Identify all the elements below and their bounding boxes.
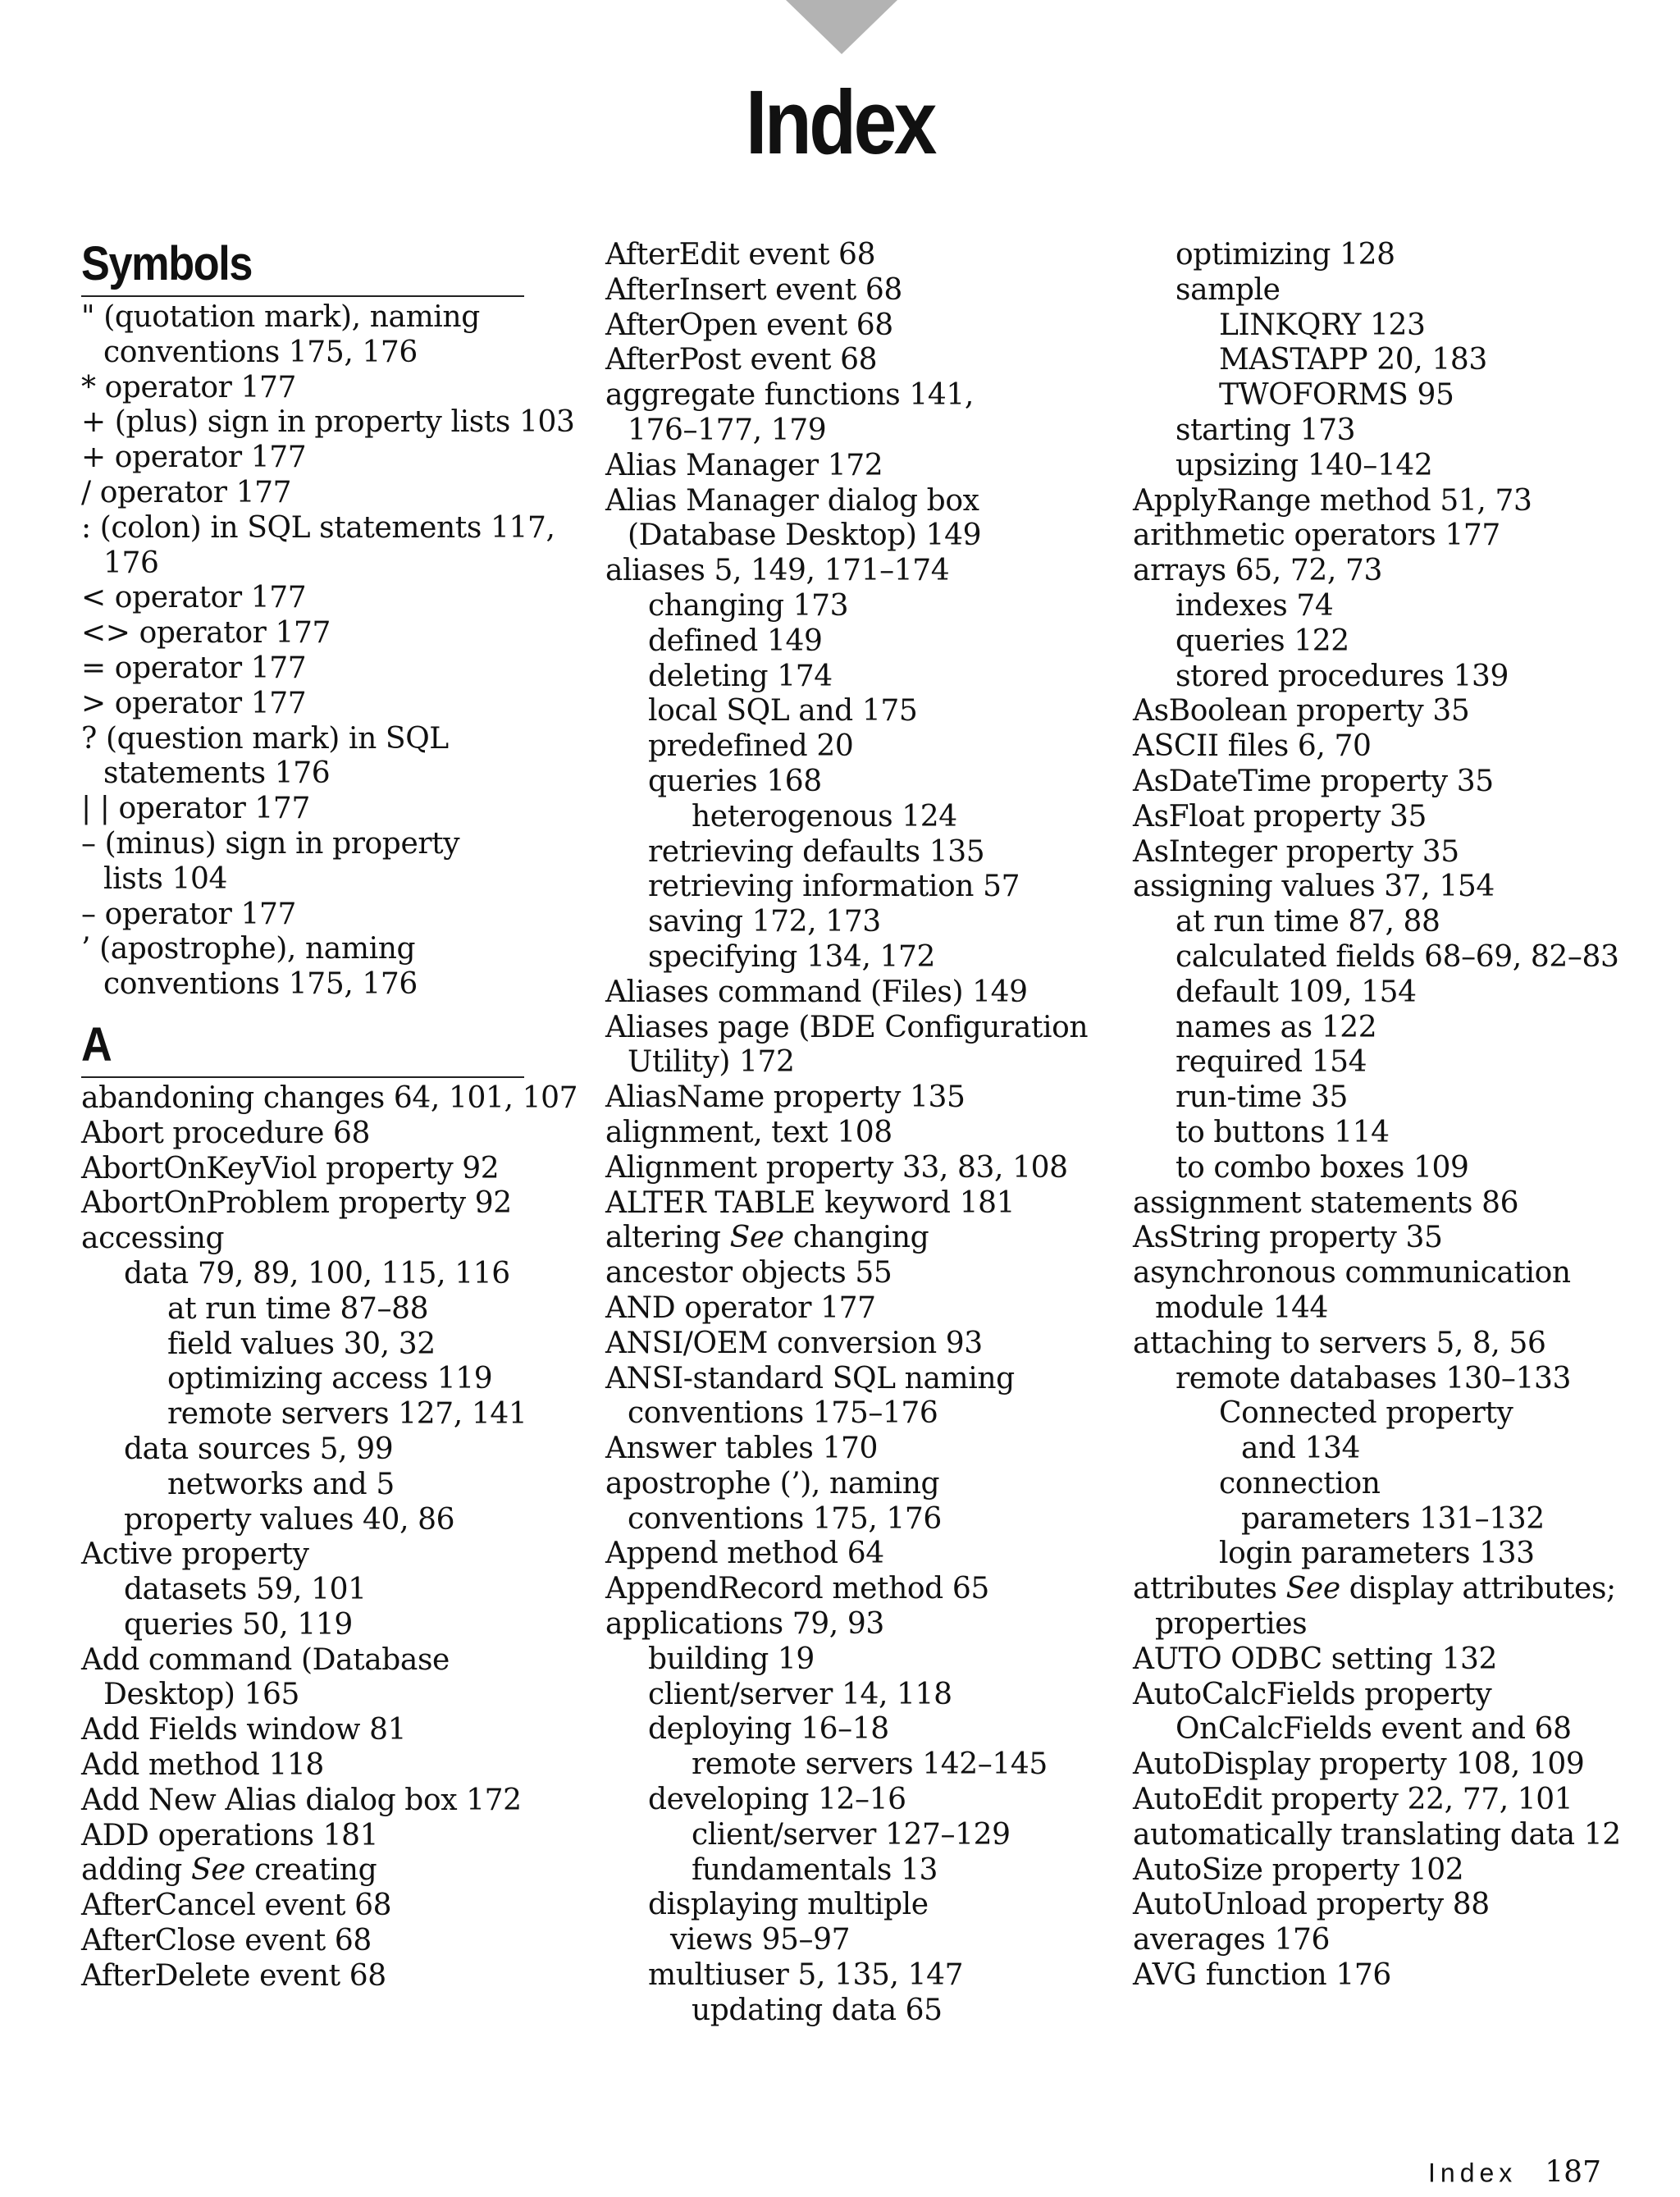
index-subentry: queries 122: [1176, 623, 1349, 658]
index-entry: accessing: [81, 1222, 225, 1256]
index-entry: aggregate functions 141,: [605, 378, 974, 413]
index-entry: conventions 175–176: [628, 1396, 938, 1431]
index-entry: conventions 175, 176: [628, 1501, 942, 1536]
index-subentry: displaying multiple: [648, 1888, 929, 1922]
index-entry: AfterDelete event 68: [81, 1958, 386, 1993]
entry-term: adding: [81, 1853, 182, 1888]
index-entry: Desktop) 165: [103, 1678, 300, 1712]
index-entry: apostrophe (’), naming: [605, 1466, 940, 1500]
index-subentry: building 19: [648, 1642, 815, 1676]
index-entry: ? (question mark) in SQL: [81, 721, 449, 756]
index-entry: AppendRecord method 65: [605, 1572, 989, 1606]
index-subentry: specifying 134, 172: [648, 939, 936, 974]
index-column-2: [605, 238, 1114, 2029]
index-entry: " (quotation mark), naming: [81, 300, 480, 334]
index-entry: AutoCalcFields property: [1133, 1677, 1492, 1711]
index-entry: AVG function 176: [1133, 1958, 1391, 1993]
index-entry: arrays 65, 72, 73: [1133, 554, 1382, 588]
index-entry: + (plus) sign in property lists 103: [81, 405, 575, 440]
index-entry: – operator 177: [81, 897, 297, 931]
see-reference: See: [1285, 1572, 1340, 1606]
index-subentry: starting 173: [1176, 413, 1356, 447]
index-entry: automatically translating data 12: [1133, 1817, 1621, 1852]
index-subentry: Connected property: [1219, 1396, 1513, 1431]
index-subentry: heterogenous 124: [692, 799, 957, 834]
index-entry: [81, 1853, 573, 1889]
see-target: display attributes;: [1349, 1572, 1616, 1606]
index-entry: AsString property 35: [1133, 1221, 1443, 1255]
footer-label: Index: [1428, 2158, 1518, 2188]
index-entry: <> operator 177: [81, 616, 331, 651]
index-entry: Abort procedure 68: [81, 1116, 371, 1150]
index-entry: ASCII files 6, 70: [1133, 729, 1372, 764]
index-subentry: calculated fields 68–69, 82–83: [1176, 939, 1619, 974]
index-entry: AfterInsert event 68: [605, 272, 902, 307]
index-subentry: developing 12–16: [648, 1783, 906, 1817]
index-subentry: networks and 5: [167, 1467, 395, 1501]
index-subentry: field values 30, 32: [167, 1327, 436, 1361]
index-entry: AfterEdit event 68: [605, 238, 876, 272]
page-title: Index: [746, 72, 934, 173]
index-subentry: run-time 35: [1176, 1080, 1349, 1115]
index-entry: AbortOnProblem property 92: [81, 1186, 512, 1221]
index-subentry: data sources 5, 99: [124, 1432, 394, 1466]
index-subentry: required 154: [1176, 1045, 1367, 1080]
index-entry: assigning values 37, 154: [1133, 870, 1495, 904]
index-subentry: to combo boxes 109: [1176, 1150, 1469, 1185]
index-entry: / operator 177: [81, 475, 292, 509]
index-subentry: remote servers 142–145: [692, 1747, 1048, 1782]
index-subentry: to buttons 114: [1176, 1115, 1390, 1149]
index-entry: AsInteger property 35: [1133, 834, 1459, 869]
index-entry: | | operator 177: [81, 792, 310, 826]
index-entry: < operator 177: [81, 581, 307, 615]
index-entry: aliases 5, 149, 171–174: [605, 554, 950, 588]
see-reference: See: [190, 1853, 246, 1888]
index-subentry: login parameters 133: [1219, 1537, 1535, 1571]
index-entry: properties: [1155, 1607, 1308, 1642]
index-entry: [1133, 1572, 1650, 1607]
index-subentry: remote databases 130–133: [1176, 1361, 1572, 1395]
index-subentry: TWOFORMS 95: [1219, 378, 1454, 413]
index-entry: AliasName property 135: [605, 1080, 966, 1115]
index-subentry: updating data 65: [692, 1993, 943, 2027]
index-column-3: [1133, 238, 1650, 1994]
index-entry: asynchronous communication: [1133, 1256, 1571, 1290]
index-entry: lists 104: [103, 861, 227, 896]
index-entry: 176–177, 179: [628, 413, 827, 447]
index-subentry: at run time 87–88: [167, 1291, 429, 1326]
index-entry: AbortOnKeyViol property 92: [81, 1151, 500, 1185]
index-entry: ADD operations 181: [81, 1818, 379, 1852]
index-subentry: changing 173: [648, 588, 849, 623]
index-entry: ApplyRange method 51, 73: [1133, 483, 1532, 518]
index-entry: Aliases page (BDE Configuration: [605, 1010, 1089, 1044]
index-entry: Add Fields window 81: [81, 1713, 407, 1747]
index-subentry: default 109, 154: [1176, 975, 1417, 1009]
page-number: 187: [1545, 2155, 1601, 2190]
index-subentry: remote servers 127, 141: [167, 1397, 527, 1432]
index-entry: AfterClose event 68: [81, 1924, 372, 1958]
index-entry: Alias Manager dialog box: [605, 483, 979, 518]
index-entry: averages 176: [1133, 1923, 1330, 1957]
index-entry: (Database Desktop) 149: [628, 518, 982, 553]
index-subentry: local SQL and 175: [648, 694, 918, 729]
index-entry: : (colon) in SQL statements 117,: [81, 510, 555, 545]
see-target: changing: [792, 1221, 929, 1255]
chapter-tab-marker: [786, 0, 897, 54]
index-entry: Aliases command (Files) 149: [605, 975, 1028, 1009]
index-entry: arithmetic operators 177: [1133, 518, 1500, 553]
index-subentry: connection: [1219, 1466, 1381, 1500]
section-heading-symbols: Symbols: [81, 238, 524, 297]
index-subentry: retrieving defaults 135: [648, 834, 985, 869]
index-subentry: views 95–97: [670, 1923, 851, 1957]
index-entry: conventions 175, 176: [103, 335, 418, 369]
index-entry: Alias Manager 172: [605, 448, 883, 482]
index-entry: – (minus) sign in property: [81, 826, 460, 861]
page-footer: [1428, 2156, 1601, 2190]
index-entry: AutoDisplay property 108, 109: [1133, 1747, 1585, 1782]
index-subentry: parameters 131–132: [1241, 1501, 1545, 1536]
index-entry: alignment, text 108: [605, 1115, 892, 1149]
index-entry: AfterOpen event 68: [605, 308, 893, 342]
index-entry: 176: [103, 546, 159, 580]
entry-term: attributes: [1133, 1572, 1277, 1606]
section-heading-a: A: [81, 1019, 524, 1078]
index-subentry: defined 149: [648, 623, 823, 658]
index-entry: AsFloat property 35: [1133, 799, 1427, 834]
index-subentry: client/server 14, 118: [648, 1677, 952, 1711]
index-entry: Active property: [81, 1537, 309, 1572]
index-entry: AsDateTime property 35: [1133, 764, 1494, 798]
index-entry: [605, 1221, 1114, 1256]
index-subentry: upsizing 140–142: [1176, 448, 1433, 482]
index-subentry: queries 50, 119: [124, 1607, 353, 1642]
index-entry: ’ (apostrophe), naming: [81, 932, 416, 966]
index-entry: ALTER TABLE keyword 181: [605, 1185, 1016, 1220]
index-entry: Add New Alias dialog box 172: [81, 1783, 522, 1817]
index-entry: conventions 175, 176: [103, 967, 418, 1002]
index-subentry: queries 168: [648, 764, 822, 798]
index-entry: Add command (Database: [81, 1642, 450, 1677]
index-subentry: names as 122: [1176, 1010, 1377, 1044]
index-entry: abandoning changes 64, 101, 107: [81, 1080, 578, 1115]
index-subentry: property values 40, 86: [124, 1502, 455, 1537]
index-subentry: indexes 74: [1176, 588, 1334, 623]
index-entry: applications 79, 93: [605, 1607, 884, 1642]
index-subentry: LINKQRY 123: [1219, 308, 1426, 342]
index-entry: AsBoolean property 35: [1133, 694, 1470, 729]
index-entry: statements 176: [103, 756, 331, 791]
index-entry: * operator 177: [81, 370, 297, 404]
index-subentry: datasets 59, 101: [124, 1573, 367, 1607]
see-target: creating: [254, 1853, 377, 1888]
index-subentry: predefined 20: [648, 729, 854, 764]
index-subentry: stored procedures 139: [1176, 659, 1509, 693]
index-subentry: retrieving information 57: [648, 870, 1020, 904]
index-entry: = operator 177: [81, 651, 307, 685]
index-entry: Answer tables 170: [605, 1432, 879, 1466]
index-entry: ANSI/OEM conversion 93: [605, 1326, 983, 1360]
see-reference: See: [729, 1221, 784, 1255]
index-entry: ANSI-standard SQL naming: [605, 1361, 1015, 1395]
index-entry: assignment statements 86: [1133, 1185, 1519, 1220]
index-column-1: [81, 237, 578, 1994]
index-subentry: optimizing 128: [1176, 238, 1395, 272]
index-entry: AUTO ODBC setting 132: [1133, 1642, 1498, 1676]
index-entry: AND operator 177: [605, 1290, 876, 1325]
index-subentry: and 134: [1241, 1432, 1361, 1466]
index-subentry: optimizing access 119: [167, 1362, 493, 1396]
index-subentry: deploying 16–18: [648, 1712, 889, 1747]
index-subentry: at run time 87, 88: [1176, 905, 1440, 939]
index-entry: > operator 177: [81, 686, 307, 720]
index-entry: Append method 64: [605, 1537, 884, 1571]
index-subentry: fundamentals 13: [692, 1852, 938, 1887]
index-entry: ancestor objects 55: [605, 1256, 892, 1290]
index-subentry: client/server 127–129: [692, 1817, 1011, 1852]
index-entry: AutoSize property 102: [1133, 1852, 1464, 1887]
index-entry: Alignment property 33, 83, 108: [605, 1150, 1068, 1185]
index-entry: attaching to servers 5, 8, 56: [1133, 1326, 1546, 1360]
index-subentry: data 79, 89, 100, 115, 116: [124, 1256, 510, 1290]
index-subentry: sample: [1176, 272, 1281, 307]
index-subentry: saving 172, 173: [648, 905, 881, 939]
index-entry: AfterPost event 68: [605, 343, 878, 377]
index-entry: Utility) 172: [628, 1045, 795, 1080]
index-entry: + operator 177: [81, 441, 307, 475]
entry-term: altering: [605, 1221, 721, 1255]
index-entry: module 144: [1155, 1290, 1329, 1325]
index-subentry: MASTAPP 20, 183: [1219, 343, 1487, 377]
index-subentry: multiuser 5, 135, 147: [648, 1958, 964, 1993]
index-entry: AutoEdit property 22, 77, 101: [1133, 1783, 1573, 1817]
index-entry: Add method 118: [81, 1748, 324, 1783]
index-entry: AfterCancel event 68: [81, 1889, 392, 1923]
index-subentry: OnCalcFields event and 68: [1176, 1712, 1572, 1747]
index-subentry: deleting 174: [648, 659, 833, 693]
index-entry: AutoUnload property 88: [1133, 1888, 1490, 1922]
